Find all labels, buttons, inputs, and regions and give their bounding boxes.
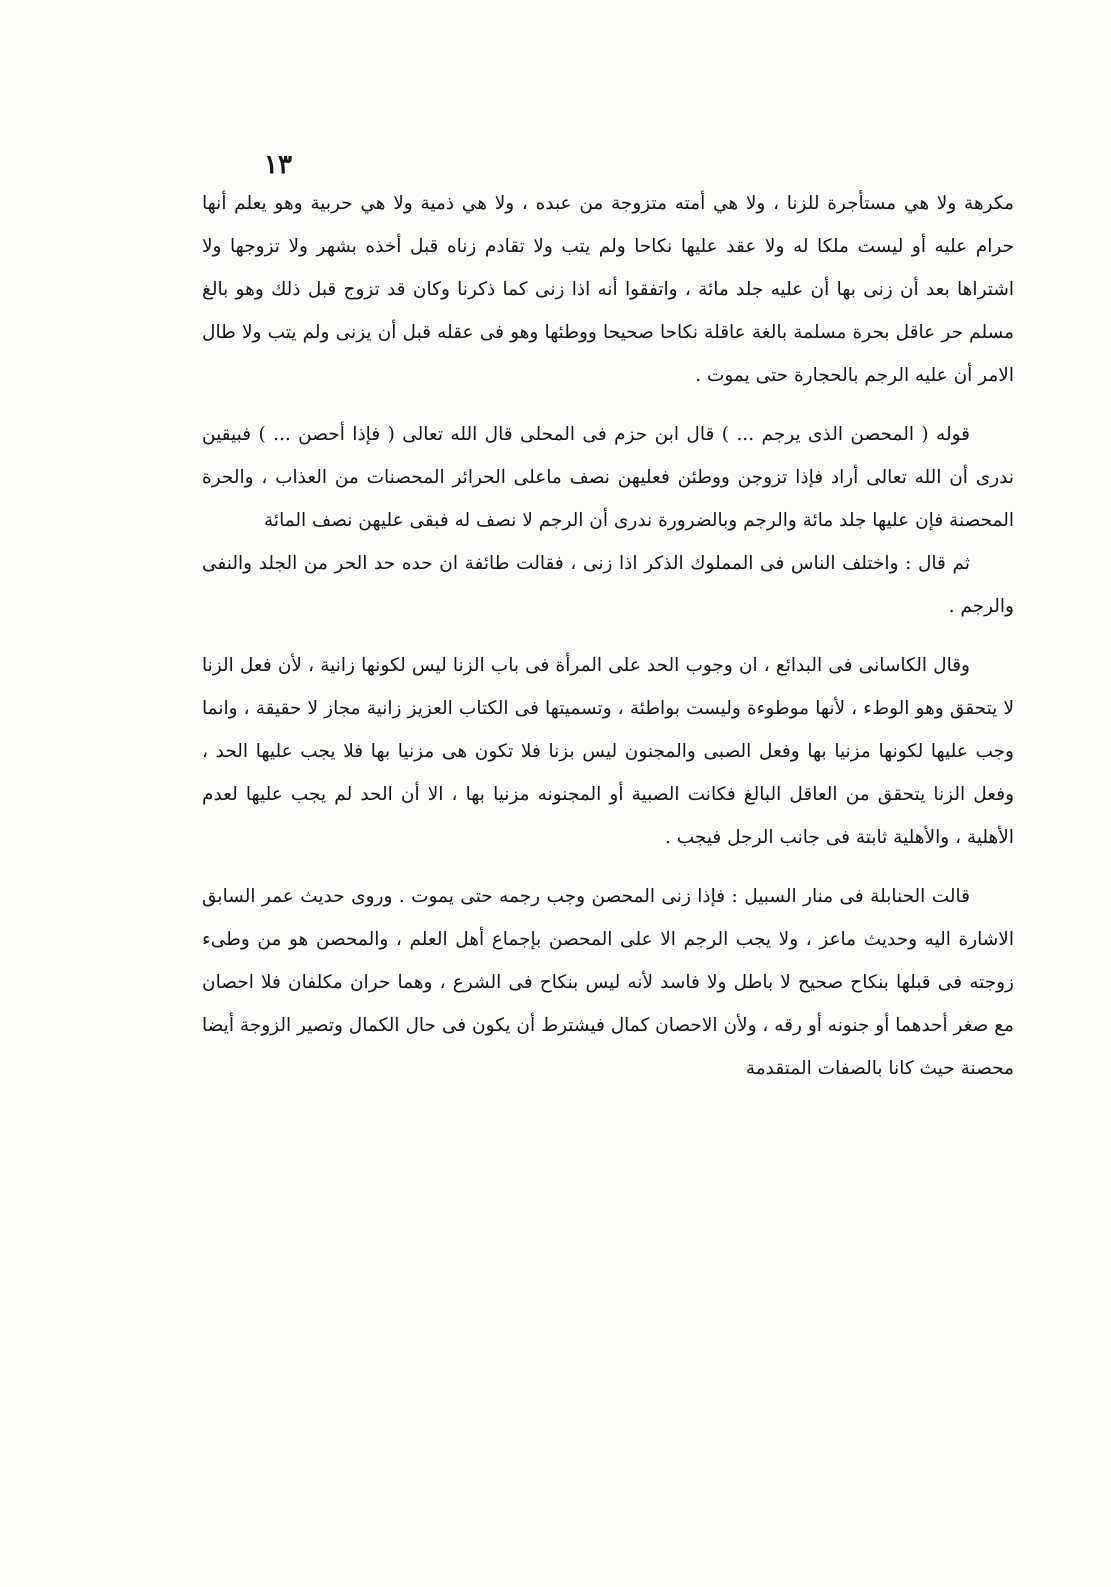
paragraph-spacer [202, 628, 1014, 644]
page-number: ١٣ [264, 150, 292, 180]
paragraph-5: قالت الحنابلة فى منار السبيل : فإذا زنى المحصن وجب رجمه حتى يموت . وروى حديث عمر السابق الاشارة اليه وحديث ماعز ، ولا يجب الرجم الا على المحصن بإجماع أهل العلم ، والمحصن هو من وطىء زوجته فى قبلها بنكاح صحيح لا باطل ولا فاسد لأنه ليس بنكاح فى الشرع ، وهما حران مكلفان فلا احصان مع صغر أحدهما أو جنونه أو رقه ، ولأن الاحصان كمال فيشترط أن يكون فى حال الكمال وتصير الزوجة أيضا محصنة حيث كانا بالصفات المتقدمة [202, 886, 1014, 1079]
body-text [202, 182, 1014, 1090]
paragraph-4: وقال الكاسانى فى البدائع ، ان وجوب الحد على المرأة فى باب الزنا ليس لكونها زانية ، لأن فعل الزنا لا يتحقق وهو الوطء ، لأنها موطوءة وليست بواطئة ، وتسميتها فى الكتاب العزيز زانية مجاز لا حقيقة ، وانما وجب عليها لكونها مزنيا بها وفعل الصبى والمجنون ليس بزنا فلا تكون هى مزنيا بها فلا يجب عليها الحد ، وفعل الزنا يتحقق من العاقل البالغ فكانت الصبية أو المجنونه مزنيا بها ، الا أن الحد لم يجب عليها لعدم الأهلية ، والأهلية ثابتة فى جانب الرجل فيجب . [202, 655, 1014, 848]
paragraph-spacer [202, 397, 1014, 413]
paragraph-3: ثم قال : واختلف الناس فى المملوك الذكر اذا زنى ، فقالت طائفة ان حده حد الحر من الجلد والنفى والرجم . [202, 553, 1014, 617]
paragraph-1: مكرهة ولا هي مستأجرة للزنا ، ولا هي أمته متزوجة من عبده ، ولا هي ذمية ولا هي حربية وهو يعلم أنها حرام عليه أو ليست ملكا له ولا عقد عليها نكاحا ولم يتب ولا تقادم زناه قبل أخذه بشهر ولا تزوجها ولا اشتراها بعد أن زنى بها أن عليه جلد مائة ، واتفقوا أنه اذا زنى كما ذكرنا وكان قد تزوج قبل ذلك وهو بالغ مسلم حر عاقل بحرة مسلمة بالغة عاقلة نكاحا صحيحا ووطئها وهو فى عقله قبل أن يزنى ولم يتب ولا طال الامر أن عليه الرجم بالحجارة حتى يموت . [202, 193, 1014, 386]
paragraph-2: قوله ( المحصن الذى يرجم ... ) قال ابن حزم فى المحلى قال الله تعالى ( فإذا أحصن ... ) فبيقين ندرى أن الله تعالى أراد فإذا تزوجن ووطئن فعليهن نصف ماعلى الحرائر المحصنات من العذاب ، والحرة المحصنة فإن عليها جلد مائة والرجم وبالضرورة ندرى أن الرجم لا نصف له فبقى عليهن نصف المائة [202, 424, 1014, 531]
paragraph-spacer [202, 859, 1014, 875]
